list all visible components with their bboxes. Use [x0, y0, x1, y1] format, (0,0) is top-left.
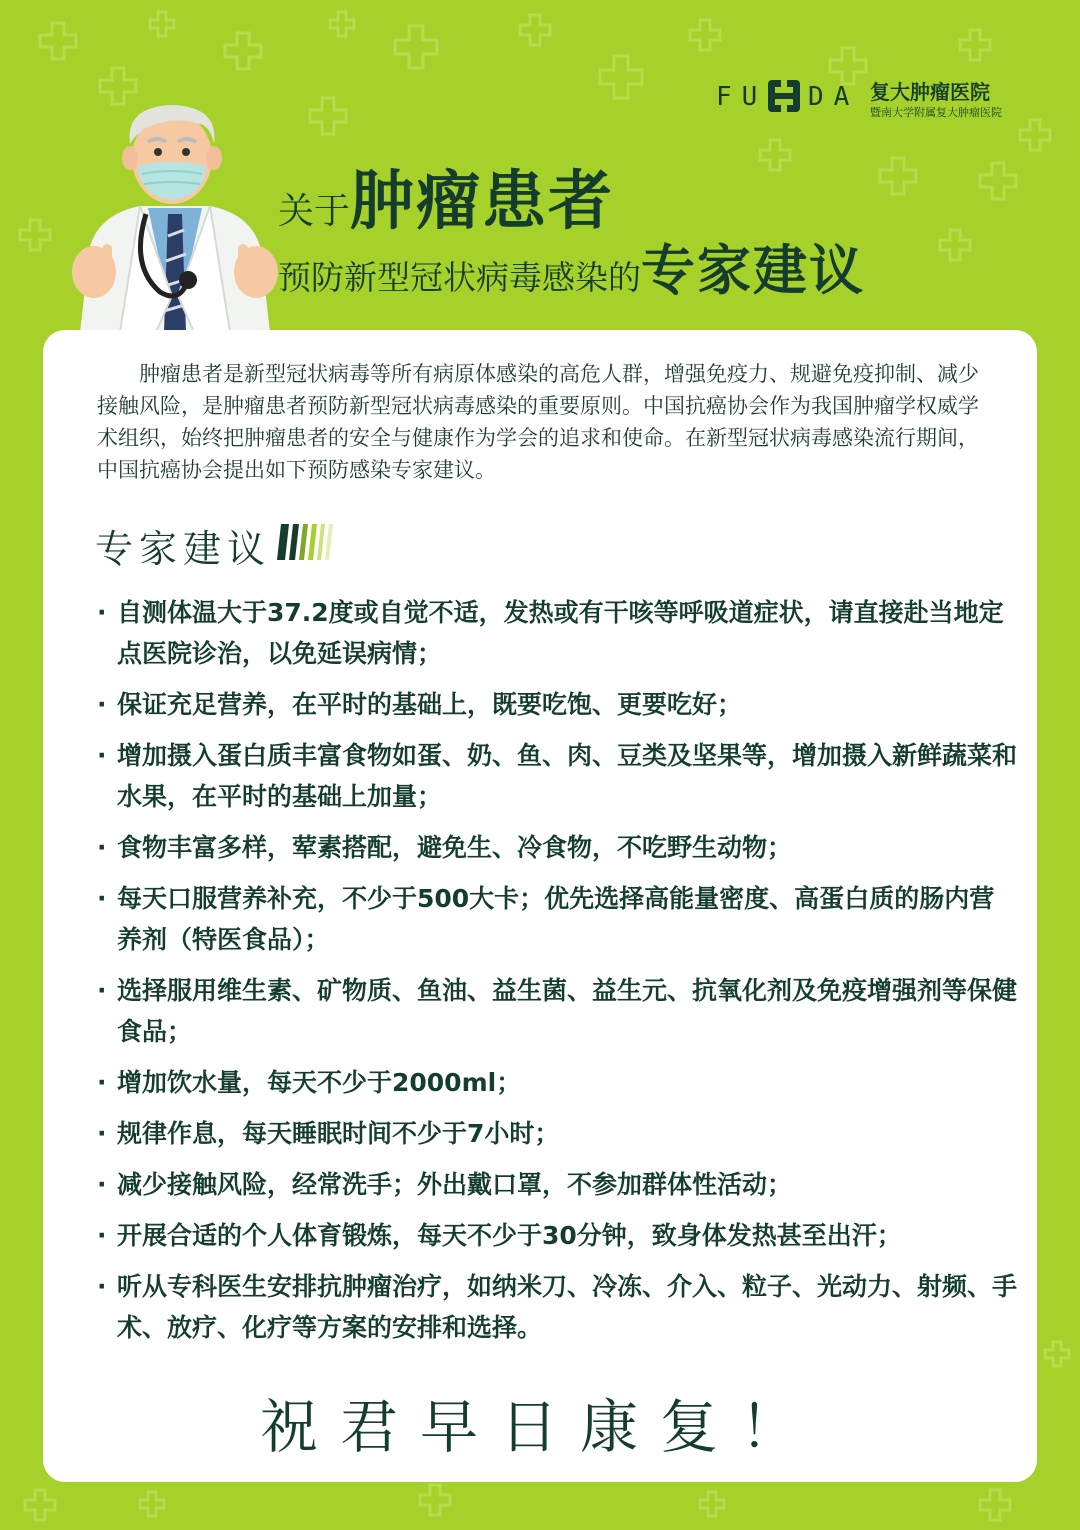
list-item: [97, 684, 1017, 725]
content-card: [43, 330, 1037, 1482]
advice-text: 规律作息，每天睡眠时间不少于7小时；: [117, 1119, 560, 1148]
list-item: [97, 827, 1017, 868]
title-prefix: 关于: [278, 191, 351, 232]
bullet: ·: [97, 598, 107, 627]
bullet: ·: [97, 1068, 107, 1097]
advice-text: 减少接触风险，经常洗手；外出戴口罩，不参加群体性活动；: [117, 1170, 793, 1199]
title2-prefix: 预防新型冠状病毒感染的: [278, 258, 641, 297]
title-main: 肿瘤患者: [350, 165, 615, 239]
advice-list: [97, 592, 1017, 1358]
hospital-subtitle: 暨南大学附属复大肿瘤医院: [870, 106, 1002, 119]
advice-text: 选择服用维生素、矿物质、鱼油、益生菌、益生元、抗氧化剂及免疫增强剂等保健食品；: [117, 976, 1018, 1046]
list-item: [97, 1113, 1017, 1154]
advice-text: 食物丰富多样，荤素搭配，避免生、冷食物，不吃野生动物；: [117, 833, 793, 862]
bullet: ·: [97, 1119, 107, 1148]
bullet: ·: [97, 1272, 107, 1301]
bullet: ·: [97, 1170, 107, 1199]
list-item: [97, 1062, 1017, 1103]
list-item: [97, 1266, 1017, 1348]
advice-text: 保证充足营养，在平时的基础上，既要吃饱、更要吃好；: [117, 690, 743, 719]
title2-main: 专家建议: [641, 239, 865, 302]
list-item: [97, 1215, 1017, 1256]
bullet: ·: [97, 833, 107, 862]
list-item: [97, 970, 1017, 1052]
bullet: ·: [97, 690, 107, 719]
hospital-logo: [716, 74, 1016, 120]
page-title-line2: [278, 228, 865, 305]
list-item: [97, 735, 1017, 817]
logo-text-da: DA: [808, 82, 860, 112]
advice-text: 开展合适的个人体育锻炼，每天不少于30分钟，致身体发热甚至出汗；: [117, 1221, 902, 1250]
list-item: [97, 1164, 1017, 1205]
hospital-name: 复大肿瘤医院: [870, 80, 990, 104]
doctor-illustration: [60, 96, 290, 332]
stripes-decoration-icon: [277, 522, 337, 562]
logo-mark-icon: [766, 78, 802, 114]
list-item: [97, 878, 1017, 960]
bullet: ·: [97, 976, 107, 1005]
advice-text: 自测体温大于37.2度或自觉不适，发热或有干咳等呼吸道症状，请直接赴当地定点医院诊治，以免延误病情；: [117, 598, 1004, 668]
advice-text: 每天口服营养补充，不少于500大卡；优先选择高能量密度、高蛋白质的肠内营养剂（特医食品）；: [117, 884, 995, 954]
logo-text-fu: FU: [716, 82, 768, 112]
section-title: 专家建议: [95, 527, 272, 571]
list-item: [97, 592, 1017, 674]
advice-text: 听从专科医生安排抗肿瘤治疗，如纳米刀、冷冻、介入、粒子、光动力、射频、手术、放疗、化疗等方案的安排和选择。: [117, 1272, 1018, 1342]
advice-text: 增加饮水量，每天不少于2000ml；: [117, 1068, 522, 1097]
bullet: ·: [97, 884, 107, 913]
advice-text: 增加摄入蛋白质丰富食物如蛋、奶、鱼、肉、豆类及坚果等，增加摄入新鲜蔬菜和水果，在平时的基础上加量；: [117, 741, 1018, 811]
bullet: ·: [97, 741, 107, 770]
bullet: ·: [97, 1221, 107, 1250]
blessing-text: 祝君早日康复！: [259, 1393, 820, 1461]
intro-paragraph: 肿瘤患者是新型冠状病毒等所有病原体感染的高危人群，增强免疫力、规避免疫抑制、减少接触风险，是肿瘤患者预防新型冠状病毒感染的重要原则。中国抗癌协会作为我国肿瘤学权威学术组织，始终把肿瘤患者的安全与健康作为学会的追求和使命。在新型冠状病毒感染流行期间，中国抗癌协会提出如下预防感染专家建议。: [97, 362, 979, 482]
